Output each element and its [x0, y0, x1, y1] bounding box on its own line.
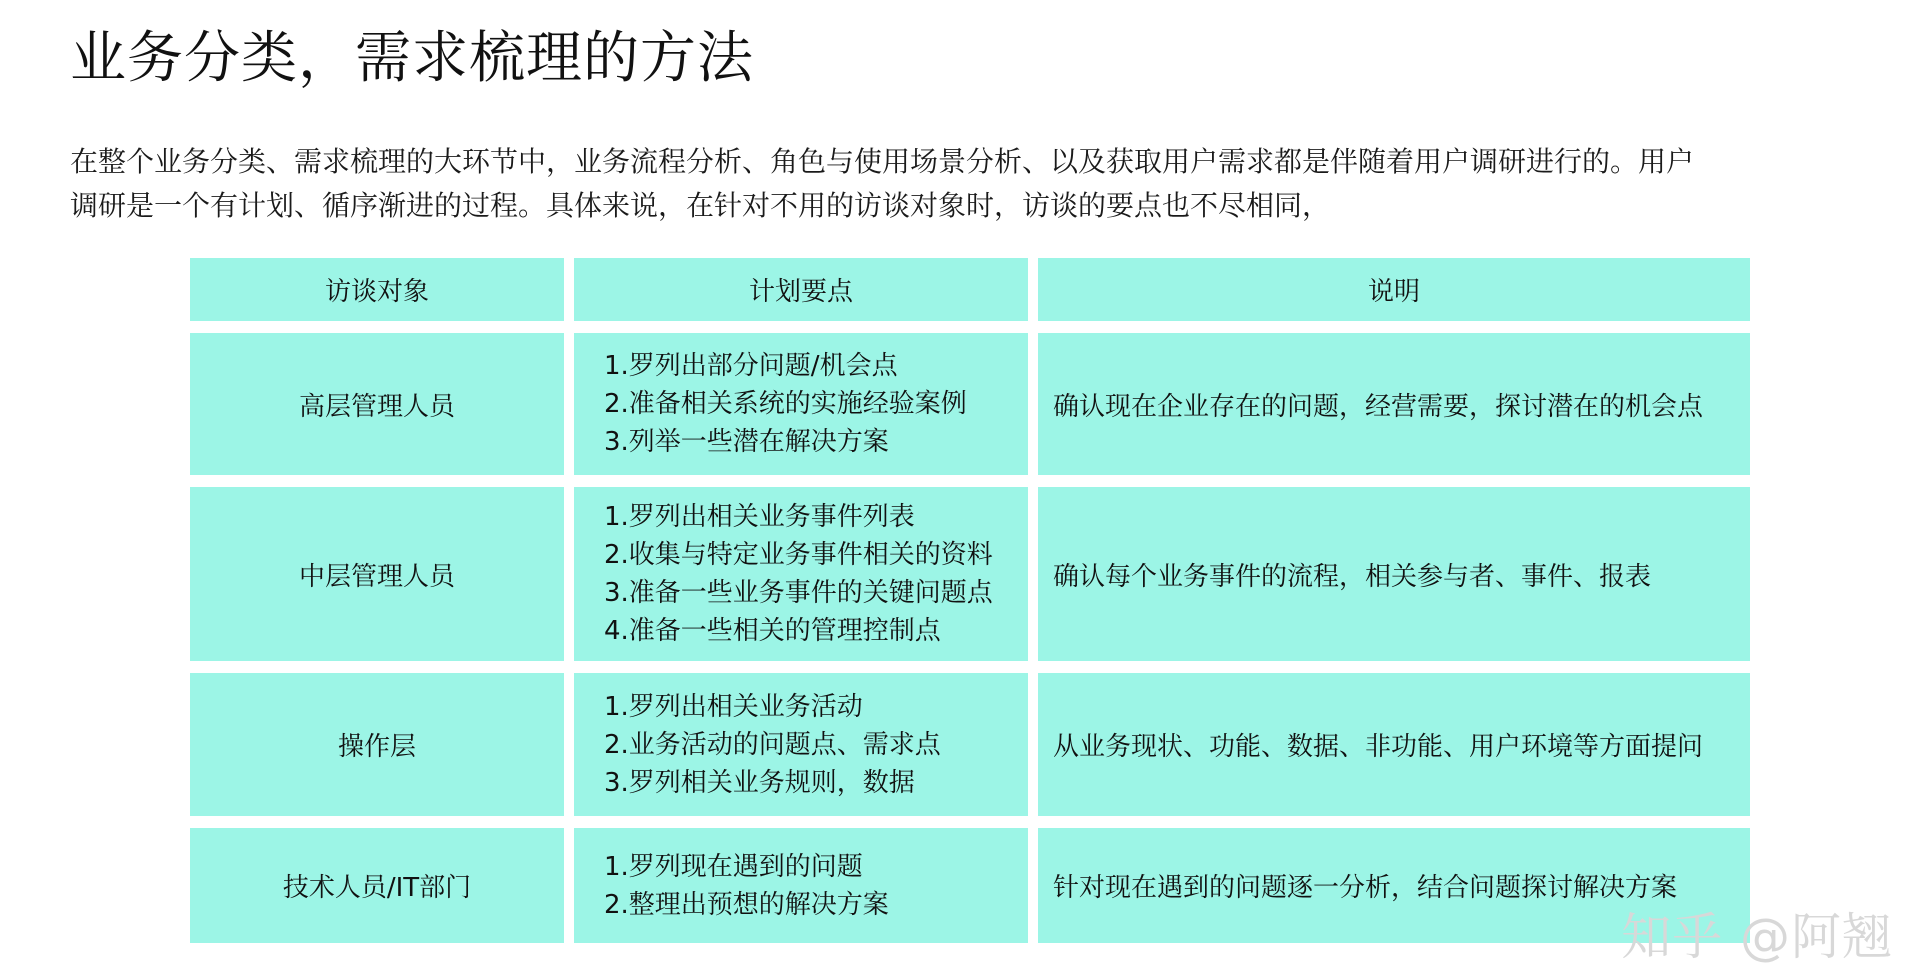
table-row-points — [574, 333, 1028, 475]
intro-line-1: 在整个业务分类、需求梳理的大环节中，业务流程分析、角色与使用场景分析、以及获取用户需求都是伴随着用户调研进行的。用户 — [70, 145, 1695, 178]
plan-point: 1.罗列出相关业务事件列表 — [604, 502, 915, 532]
table-row-target: 操作层 — [190, 673, 564, 816]
page-title: 业务分类，需求梳理的方法 — [70, 26, 754, 91]
header-notes: 说明 — [1038, 258, 1750, 321]
plan-point: 3.准备一些业务事件的关键问题点 — [604, 578, 993, 608]
table-row-points — [574, 828, 1028, 943]
table-row-note: 从业务现状、功能、数据、非功能、用户环境等方面提问 — [1038, 673, 1750, 816]
plan-point: 4.准备一些相关的管理控制点 — [604, 616, 941, 646]
table-row-points — [574, 487, 1028, 661]
table-row-note: 确认现在企业存在的问题，经营需要，探讨潜在的机会点 — [1038, 333, 1750, 475]
intro-line-2: 调研是一个有计划、循序渐进的过程。具体来说，在针对不用的访谈对象时，访谈的要点也不尽相同， — [70, 189, 1331, 222]
plan-point: 2.收集与特定业务事件相关的资料 — [604, 540, 993, 570]
plan-point: 1.罗列出相关业务活动 — [604, 691, 863, 722]
plan-point: 2.整理出预想的解决方案 — [604, 889, 889, 920]
plan-point: 1.罗列出部分问题/机会点 — [604, 351, 898, 381]
table-row-target: 技术人员/IT部门 — [190, 828, 564, 943]
table-row-note: 针对现在遇到的问题逐一分析，结合问题探讨解决方案 — [1038, 828, 1750, 943]
header-interview-target: 访谈对象 — [190, 258, 564, 321]
plan-point: 3.罗列相关业务规则，数据 — [604, 767, 915, 798]
table-row-note: 确认每个业务事件的流程，相关参与者、事件、报表 — [1038, 487, 1750, 661]
plan-point: 2.准备相关系统的实施经验案例 — [604, 389, 967, 419]
table-row-points — [574, 673, 1028, 816]
zhihu-watermark: 知乎 @阿翘 — [1621, 908, 1893, 966]
plan-point: 3.列举一些潜在解决方案 — [604, 427, 889, 457]
plan-point: 1.罗列现在遇到的问题 — [604, 851, 863, 882]
table-row-target: 高层管理人员 — [190, 333, 564, 475]
intro-paragraph — [70, 140, 1850, 228]
plan-point: 2.业务活动的问题点、需求点 — [604, 729, 941, 760]
header-plan-points: 计划要点 — [574, 258, 1028, 321]
interview-table — [190, 258, 1750, 943]
table-row-target: 中层管理人员 — [190, 487, 564, 661]
